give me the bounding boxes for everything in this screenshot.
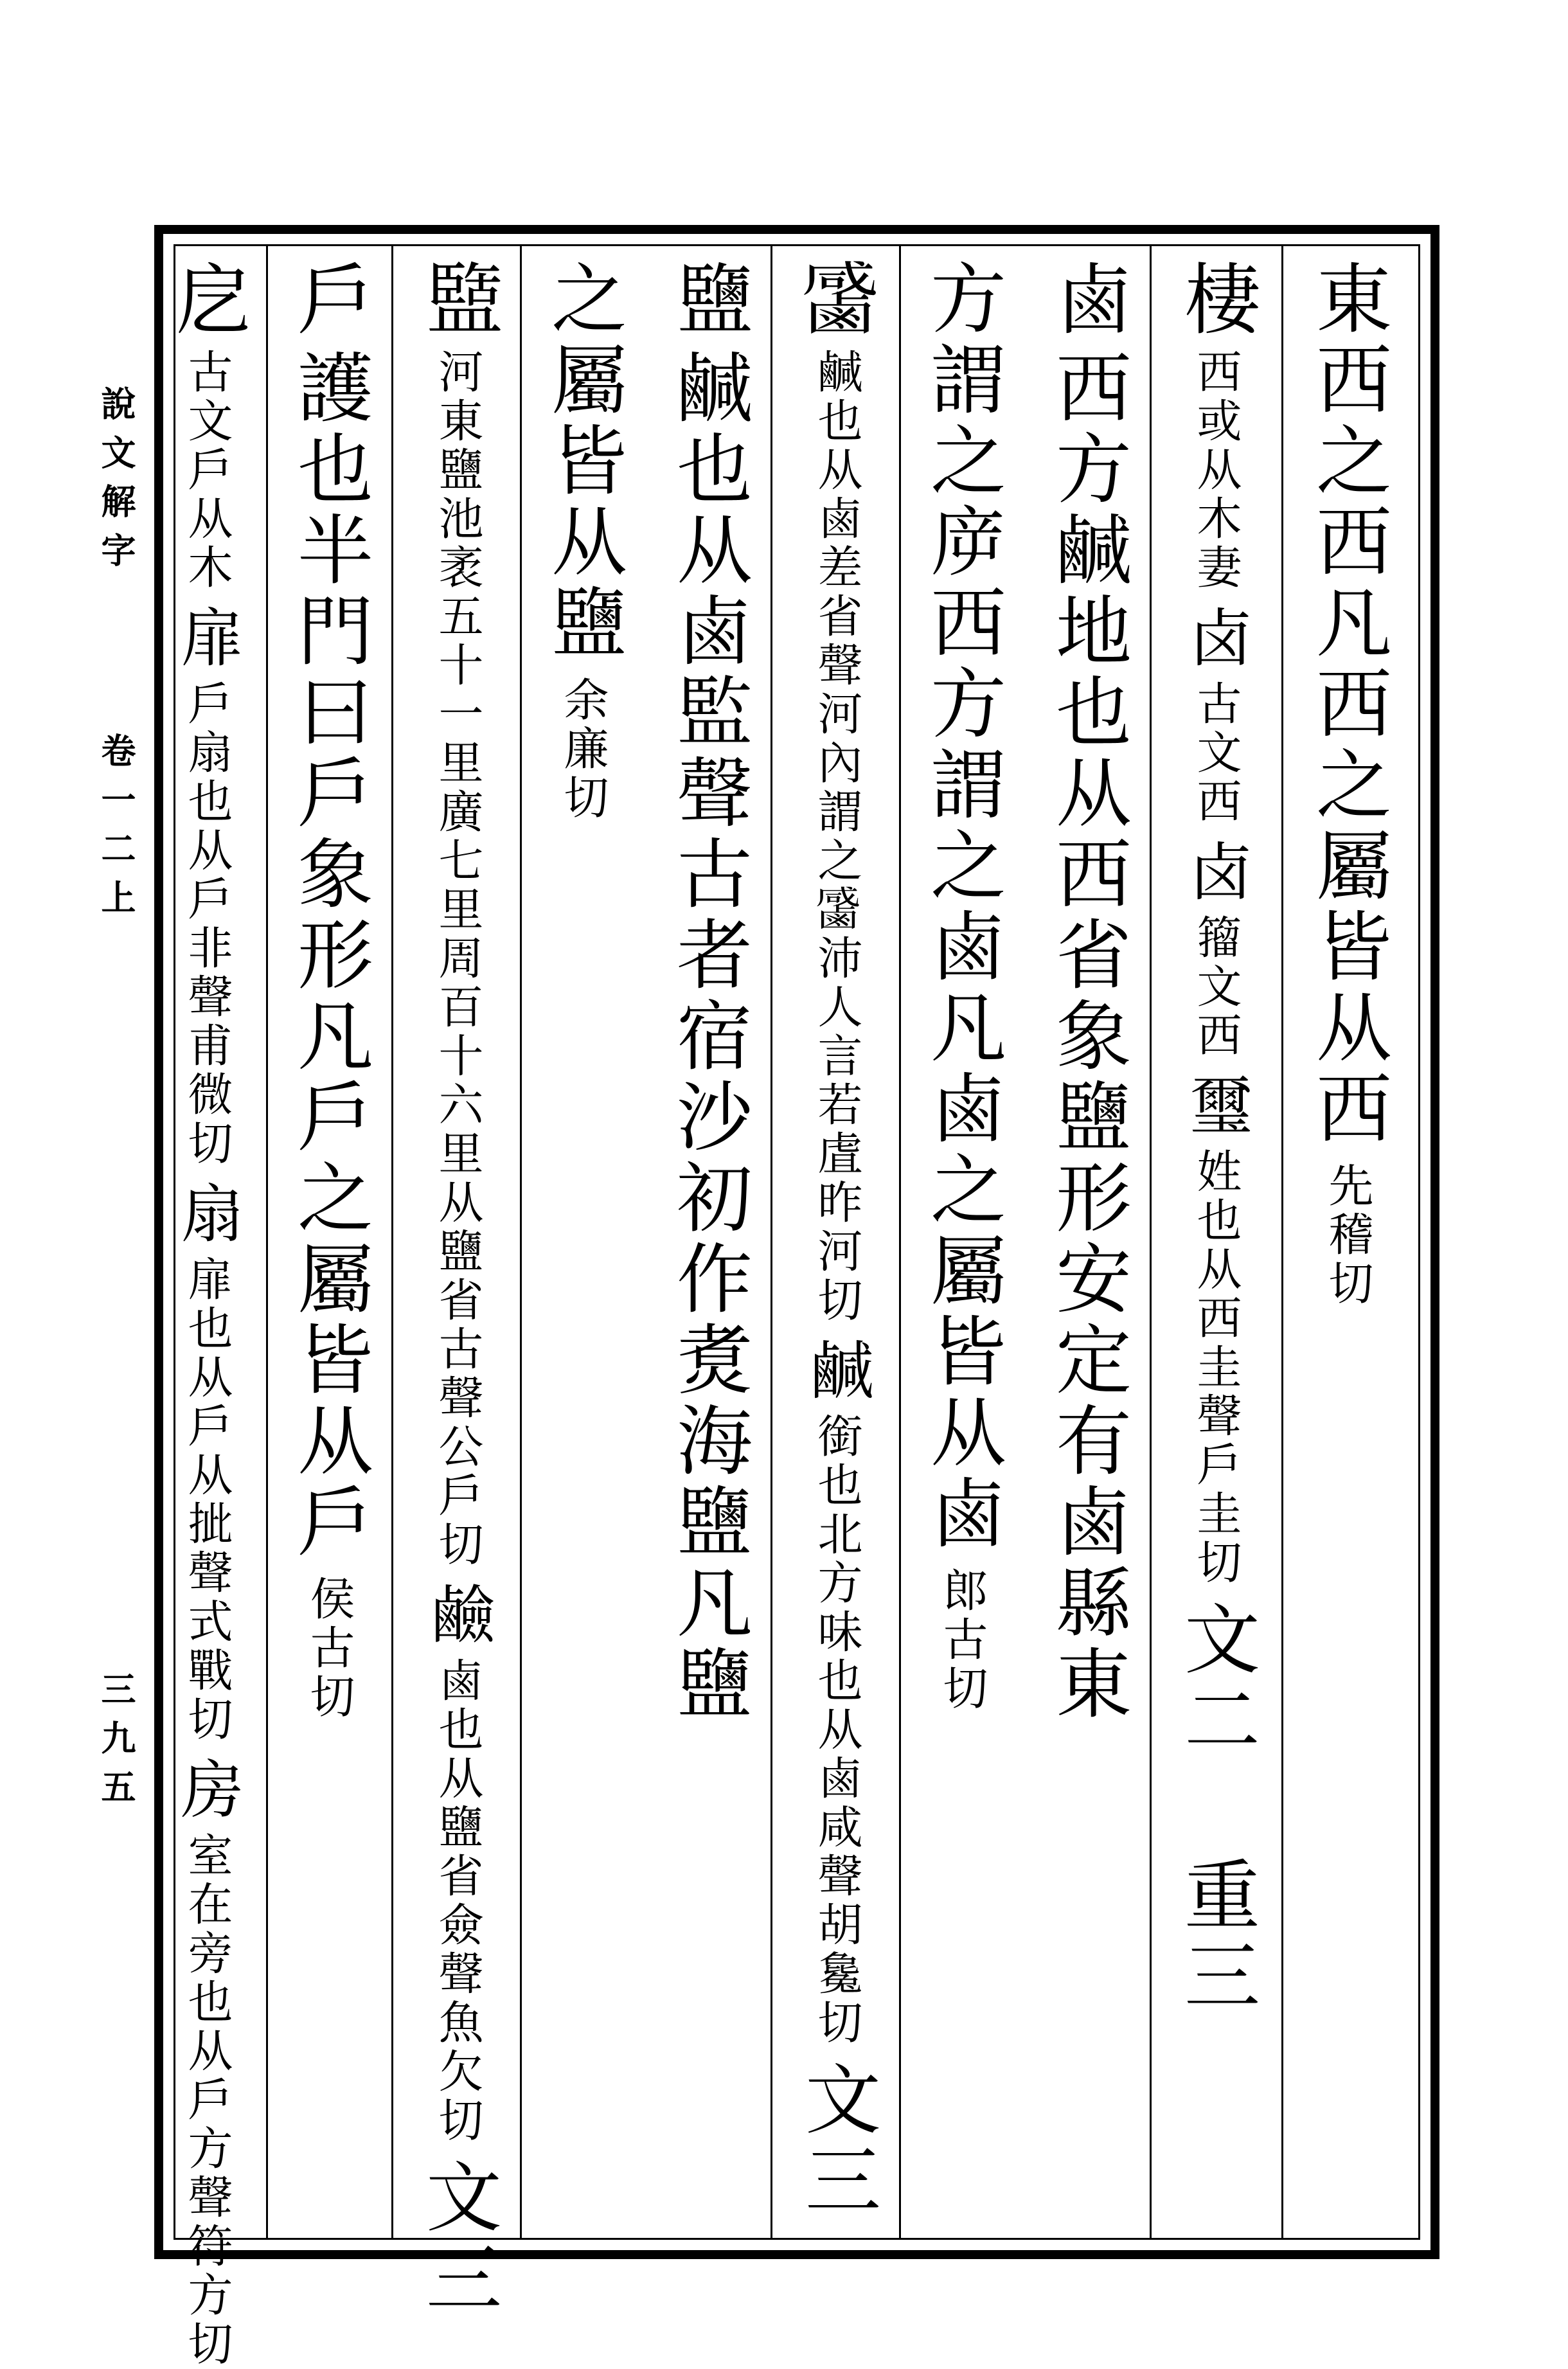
annotation: 侯古切 bbox=[303, 1575, 355, 1722]
column-1 bbox=[1290, 259, 1405, 2225]
main-text: 方謂之㡿西方謂之鹵凡鹵之屬皆从鹵 bbox=[918, 259, 1006, 1555]
seal-glyph: 盬 bbox=[413, 259, 503, 336]
count-text: 文三 bbox=[413, 2158, 502, 2320]
seal-glyph: 棲 bbox=[1172, 259, 1261, 336]
main-text: 西方鹹地也从西省象鹽形安定有鹵縣東 bbox=[1043, 348, 1132, 1725]
annotation: 先稽切 bbox=[1321, 1162, 1374, 1309]
column-7 bbox=[525, 259, 641, 2225]
page-number: 三九五 bbox=[96, 1671, 137, 1818]
annotation: 鹵也从鹽省僉聲魚欠切 bbox=[431, 1657, 484, 2145]
seal-glyph: 戹 bbox=[163, 259, 252, 336]
column-6 bbox=[650, 259, 766, 2225]
main-text: 鹹也从鹵監聲古者宿沙初作煑海鹽凡鹽 bbox=[664, 348, 753, 1725]
annotation: 鹹也从鹵差省聲河內謂之𪉳沛人言若虘昨河切 bbox=[810, 348, 863, 1325]
column-rule bbox=[1150, 246, 1152, 2238]
seal-glyph: 扉 bbox=[170, 605, 244, 668]
annotation: 古文戶从木 bbox=[181, 348, 233, 593]
text-area bbox=[163, 244, 1420, 2369]
seal-glyph: 卤 bbox=[1179, 605, 1252, 668]
annotation: 郎古切 bbox=[936, 1567, 988, 1713]
annotation: 籀文西 bbox=[1189, 914, 1242, 1060]
main-text: 護也半門曰戶象形凡戶之屬皆从戶 bbox=[285, 348, 373, 1563]
column-3 bbox=[1029, 259, 1145, 2225]
column-5 bbox=[779, 259, 895, 2225]
seal-glyph: 房 bbox=[170, 1757, 244, 1819]
seal-glyph: 鹹 bbox=[800, 1337, 873, 1400]
column-2 bbox=[1158, 259, 1274, 2225]
seal-glyph: 扇 bbox=[170, 1181, 244, 1244]
column-9 bbox=[271, 259, 387, 2225]
volume-label: 卷一二上 bbox=[96, 733, 137, 928]
column-rule bbox=[771, 246, 772, 2238]
main-text: 東西之西凡西之屬皆从西 bbox=[1303, 259, 1392, 1150]
seal-glyph: 戶 bbox=[285, 259, 374, 336]
column-rule bbox=[1281, 246, 1283, 2238]
column-8 bbox=[400, 259, 515, 2320]
annotation: 河東鹽池袤五十一里廣七里周百十六里从鹽省古聲公戶切 bbox=[431, 348, 484, 1569]
column-10 bbox=[162, 259, 265, 2369]
book-title: 說文解字 bbox=[96, 386, 137, 581]
seal-glyph: 𪉳 bbox=[792, 259, 882, 336]
column-4 bbox=[904, 259, 1020, 2225]
page-frame bbox=[154, 225, 1439, 2369]
annotation: 銜也北方味也从鹵咸聲胡毚切 bbox=[810, 1413, 863, 2048]
seal-glyph: 鹼 bbox=[421, 1582, 494, 1645]
annotation: 古文西 bbox=[1189, 680, 1242, 827]
annotation: 余廉切 bbox=[557, 676, 609, 823]
count-text: 文三 bbox=[792, 2060, 881, 2222]
annotation: 室在旁也从戶方聲符方切 bbox=[181, 1832, 233, 2369]
seal-glyph: 卤 bbox=[1179, 839, 1252, 902]
main-text: 之屬皆从鹽 bbox=[539, 259, 627, 664]
seal-glyph: 璽 bbox=[1179, 1073, 1252, 1136]
annotation: 戶扇也从戶非聲甫微切 bbox=[181, 680, 233, 1168]
column-rule bbox=[391, 246, 393, 2238]
annotation: 西或从木妻 bbox=[1189, 348, 1242, 593]
seal-glyph: 鹽 bbox=[664, 259, 753, 336]
count-text: 文二 重三 bbox=[1172, 1600, 1260, 2017]
seal-glyph: 鹵 bbox=[1043, 259, 1132, 336]
column-rule bbox=[899, 246, 901, 2238]
column-rule bbox=[266, 246, 268, 2238]
column-rule bbox=[520, 246, 522, 2238]
annotation: 扉也从戶从㧗聲式戰切 bbox=[181, 1256, 233, 1744]
annotation: 姓也从西圭聲戶圭切 bbox=[1189, 1148, 1242, 1587]
